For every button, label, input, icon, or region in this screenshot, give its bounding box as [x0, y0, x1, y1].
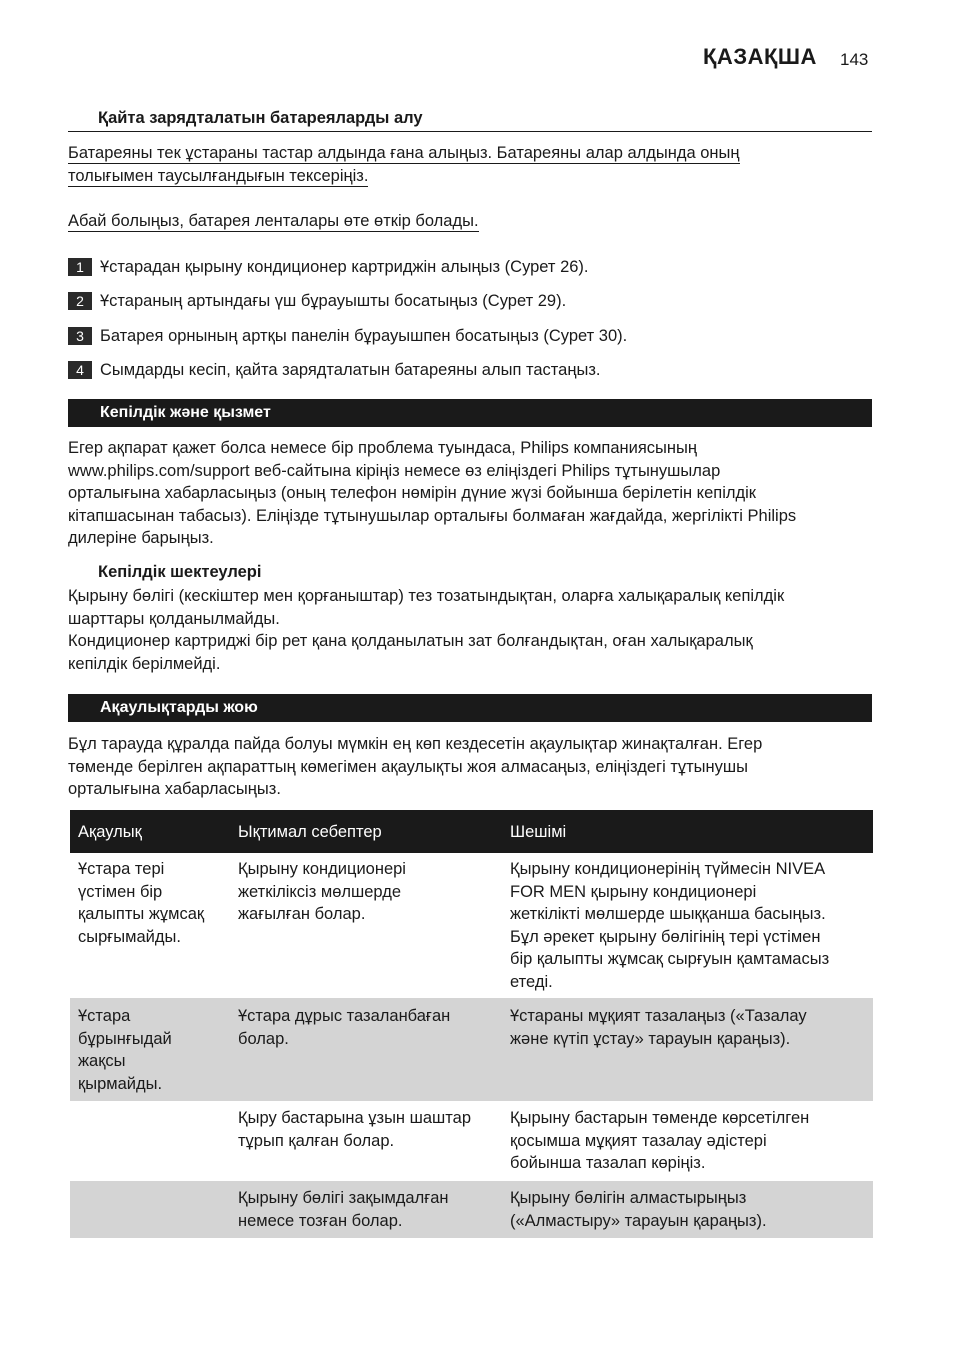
warranty-line: дилеріне барыңыз.: [68, 529, 214, 547]
step-number-badge: 3: [68, 327, 92, 345]
cause-cell: Қырыну кондиционері жеткіліксіз мөлшерде жағылған болар.: [238, 860, 406, 924]
solution-cell: Қырыну кондиционерінің түймесін NIVEA FOR MEN қырыну кондиционері жеткілікті мөлшерде шыққанша басыңыз. Бұл әрекет қырыну бөлігінің тері үстімен бір қалыпты жұмсақ сырғуын қамтамасыз етеді.: [510, 860, 830, 991]
table-row: [70, 1181, 873, 1238]
step-text: Ұстараның артындағы үш бұрауышты босатыңыз (Сурет 29).: [100, 291, 567, 310]
intro-line: төменде берілген ақпараттың көмегімен ақаулықты жоя алмасаңыз, еліңіздегі тұтынушы: [68, 757, 749, 776]
table-header-row: [70, 810, 873, 853]
warranty-line: Егер ақпарат қажет болса немесе бір проблема туындаса, Philips компаниясының: [68, 439, 697, 457]
warranty-section-title: Кепілдік және қызмет: [100, 404, 271, 421]
step-1: [68, 256, 589, 278]
cause-cell: Ұстара дұрыс тазаланбаған болар.: [238, 1007, 451, 1048]
page-number: 143: [840, 50, 869, 69]
column-header-solution: Шешімі: [510, 823, 567, 841]
warranty-line: орталығына хабарласыңыз (оның телефон нөмірін дүние жүзі бойынша берілетін кепілдік: [68, 484, 757, 502]
troubleshooting-section-title: Ақаулықтарды жою: [100, 699, 258, 716]
solution-cell: Қырыну бөлігін алмастырыңыз («Алмастыру» тарауын қараңыз).: [510, 1189, 767, 1230]
step-text: Сымдарды кесіп, қайта зарядталатын батареяны алып тастаңыз.: [100, 360, 601, 379]
cause-cell: Қырыну бөлігі зақымдалған немесе тозған болар.: [238, 1189, 449, 1230]
section-divider: [68, 131, 872, 132]
step-4: [68, 359, 600, 381]
warranty-limits-title: Кепілдік шектеулері: [98, 563, 262, 581]
limits-line: Кондиционер картриджі бір рет қана қолданылатын зат болғандықтан, оған халықаралық: [68, 632, 753, 650]
step-text: Батарея орнының артқы панелін бұрауышпен босатыңыз (Сурет 30).: [100, 326, 628, 345]
support-link[interactable]: www.philips.com/support: [68, 461, 250, 480]
limits-line: Қырыну бөлігі (кескіштер мен қорғаныштар) тез тозатындықтан, оларға халықаралық кепілдік: [68, 587, 785, 605]
table-row: [70, 998, 873, 1101]
warranty-line: кітапшасынан табасыз). Еліңізде тұтынушылар орталығы болмаған жағдайда, жергілікті Philips: [68, 506, 797, 525]
problem-cell: Ұстара бұрынғыдай жақсы қырмайды.: [78, 1007, 172, 1093]
language-label: ҚАЗАҚША: [703, 44, 817, 69]
battery-caution-note: Абай болыңыз, батарея ленталары өте өткір болады.: [68, 212, 479, 230]
warranty-paragraph: [68, 437, 868, 550]
table-row: [70, 853, 873, 998]
warranty-limits-paragraph: [68, 585, 868, 675]
step-3: [68, 325, 627, 347]
troubleshooting-table: [70, 810, 873, 1238]
battery-note-line-2: толығымен таусылғандығын тексеріңіз.: [68, 167, 369, 185]
cause-cell: Қыру бастарына ұзын шаштар тұрып қалған болар.: [238, 1109, 471, 1150]
table-row: [70, 1101, 873, 1181]
step-text: Ұстарадан қырыну кондиционер картриджін алыңыз (Сурет 26).: [100, 257, 589, 276]
problem-cell: Ұстара тері үстімен бір қалыпты жұмсақ сырғымайды.: [78, 860, 205, 946]
column-header-cause: Ықтимал себептер: [238, 823, 382, 841]
intro-line: Бұл тарауда құралда пайда болуы мүмкін ең көп кездесетін ақаулықтар жинақталған. Егер: [68, 735, 763, 753]
troubleshooting-intro: [68, 733, 868, 801]
step-2: [68, 290, 566, 312]
intro-line: орталығына хабарласыңыз.: [68, 780, 281, 798]
limits-line: шарттары қолданылмайды.: [68, 609, 280, 628]
battery-section-title: Қайта зарядталатын батареяларды алу: [98, 109, 423, 127]
battery-note-line-1: Батареяны тек ұстараны тастар алдында ғана алыңыз. Батареяны алар алдында оның: [68, 144, 740, 162]
step-number-badge: 2: [68, 292, 92, 310]
step-number-badge: 1: [68, 258, 92, 276]
solution-cell: Қырыну бастарын төменде көрсетілген қосымша мұқият тазалау әдістері бойынша тазалап көріңіз.: [510, 1109, 810, 1173]
limits-line: кепілдік берілмейді.: [68, 654, 221, 673]
warranty-section-header: [68, 399, 872, 427]
troubleshooting-section-header: [68, 694, 872, 722]
step-number-badge: 4: [68, 361, 92, 379]
solution-cell: Ұстараны мұқият тазалаңыз («Тазалау және күтіп ұстау» тарауын қараңыз).: [510, 1007, 807, 1048]
warranty-line: www.philips.com/support веб-сайтына кіріңіз немесе өз еліңіздегі Philips тұтынушылар: [68, 461, 721, 480]
column-header-problem: Ақаулық: [78, 823, 142, 841]
